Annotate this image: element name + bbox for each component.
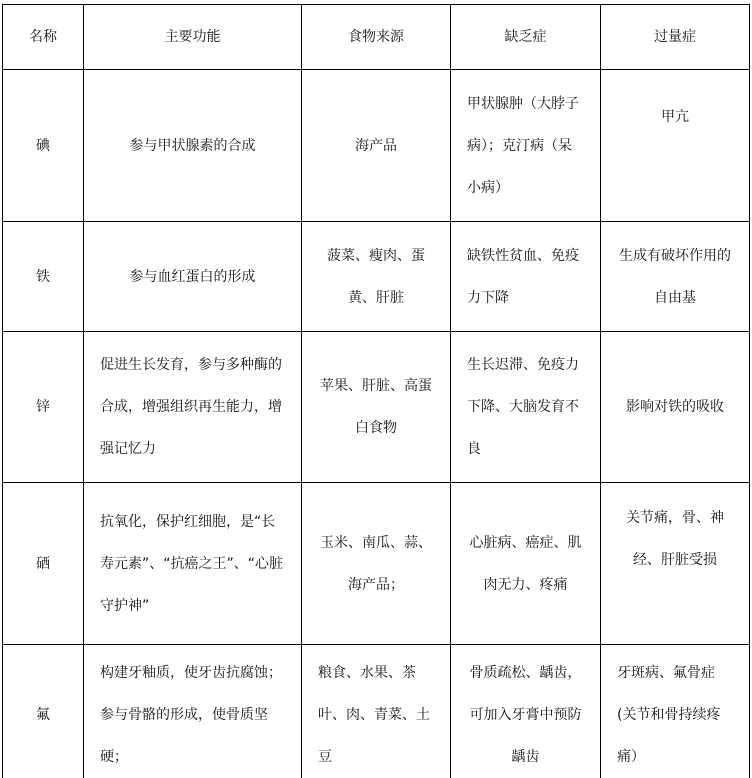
element-sources: 玉米、南瓜、蒜、海产品； bbox=[302, 483, 451, 645]
element-function: 促进生长发育，参与多种酶的合成，增强组织再生能力，增强记忆力 bbox=[84, 332, 302, 483]
table-header-row bbox=[3, 5, 750, 70]
element-excess: 影响对铁的吸收 bbox=[601, 332, 750, 483]
element-deficiency: 心脏病、癌症、肌肉无力、疼痛 bbox=[451, 483, 601, 645]
table-row bbox=[3, 483, 750, 645]
element-excess: 甲亢 bbox=[601, 70, 750, 222]
element-name: 碘 bbox=[3, 70, 84, 222]
element-name: 铁 bbox=[3, 222, 84, 332]
element-name: 硒 bbox=[3, 483, 84, 645]
element-excess: 牙斑病、氟骨症(关节和骨持续疼痛） bbox=[601, 645, 750, 778]
element-sources: 菠菜、瘦肉、蛋黄、肝脏 bbox=[302, 222, 451, 332]
table-row bbox=[3, 70, 750, 222]
element-deficiency: 甲状腺肿（大脖子病）；克汀病（呆小病） bbox=[451, 70, 601, 222]
element-sources: 粮食、水果、茶叶、肉、青菜、土豆 bbox=[302, 645, 451, 778]
element-deficiency: 生长迟滞、免疫力下降、大脑发育不良 bbox=[451, 332, 601, 483]
table-row bbox=[3, 332, 750, 483]
element-function: 抗氧化，保护红细胞，是“长寿元素”、“抗癌之王”、“心脏守护神” bbox=[84, 483, 302, 645]
element-excess: 关节痛，骨、神经、肝脏受损 bbox=[601, 483, 750, 645]
element-sources: 海产品 bbox=[302, 70, 451, 222]
element-function: 参与甲状腺素的合成 bbox=[84, 70, 302, 222]
header-deficiency: 缺乏症 bbox=[451, 5, 601, 70]
element-function: 构建牙釉质，使牙齿抗腐蚀；参与骨骼的形成，使骨质坚硬； bbox=[84, 645, 302, 778]
element-name: 氟 bbox=[3, 645, 84, 778]
header-function: 主要功能 bbox=[84, 5, 302, 70]
table-row bbox=[3, 222, 750, 332]
element-name: 锌 bbox=[3, 332, 84, 483]
element-function: 参与血红蛋白的形成 bbox=[84, 222, 302, 332]
element-excess: 生成有破坏作用的自由基 bbox=[601, 222, 750, 332]
header-excess: 过量症 bbox=[601, 5, 750, 70]
trace-element-table bbox=[2, 4, 750, 778]
element-deficiency: 骨质疏松、龋齿，可加入牙膏中预防龋齿 bbox=[451, 645, 601, 778]
element-deficiency: 缺铁性贫血、免疫力下降 bbox=[451, 222, 601, 332]
element-sources: 苹果、肝脏、高蛋白食物 bbox=[302, 332, 451, 483]
header-sources: 食物来源 bbox=[302, 5, 451, 70]
table-row bbox=[3, 645, 750, 778]
header-name: 名称 bbox=[3, 5, 84, 70]
